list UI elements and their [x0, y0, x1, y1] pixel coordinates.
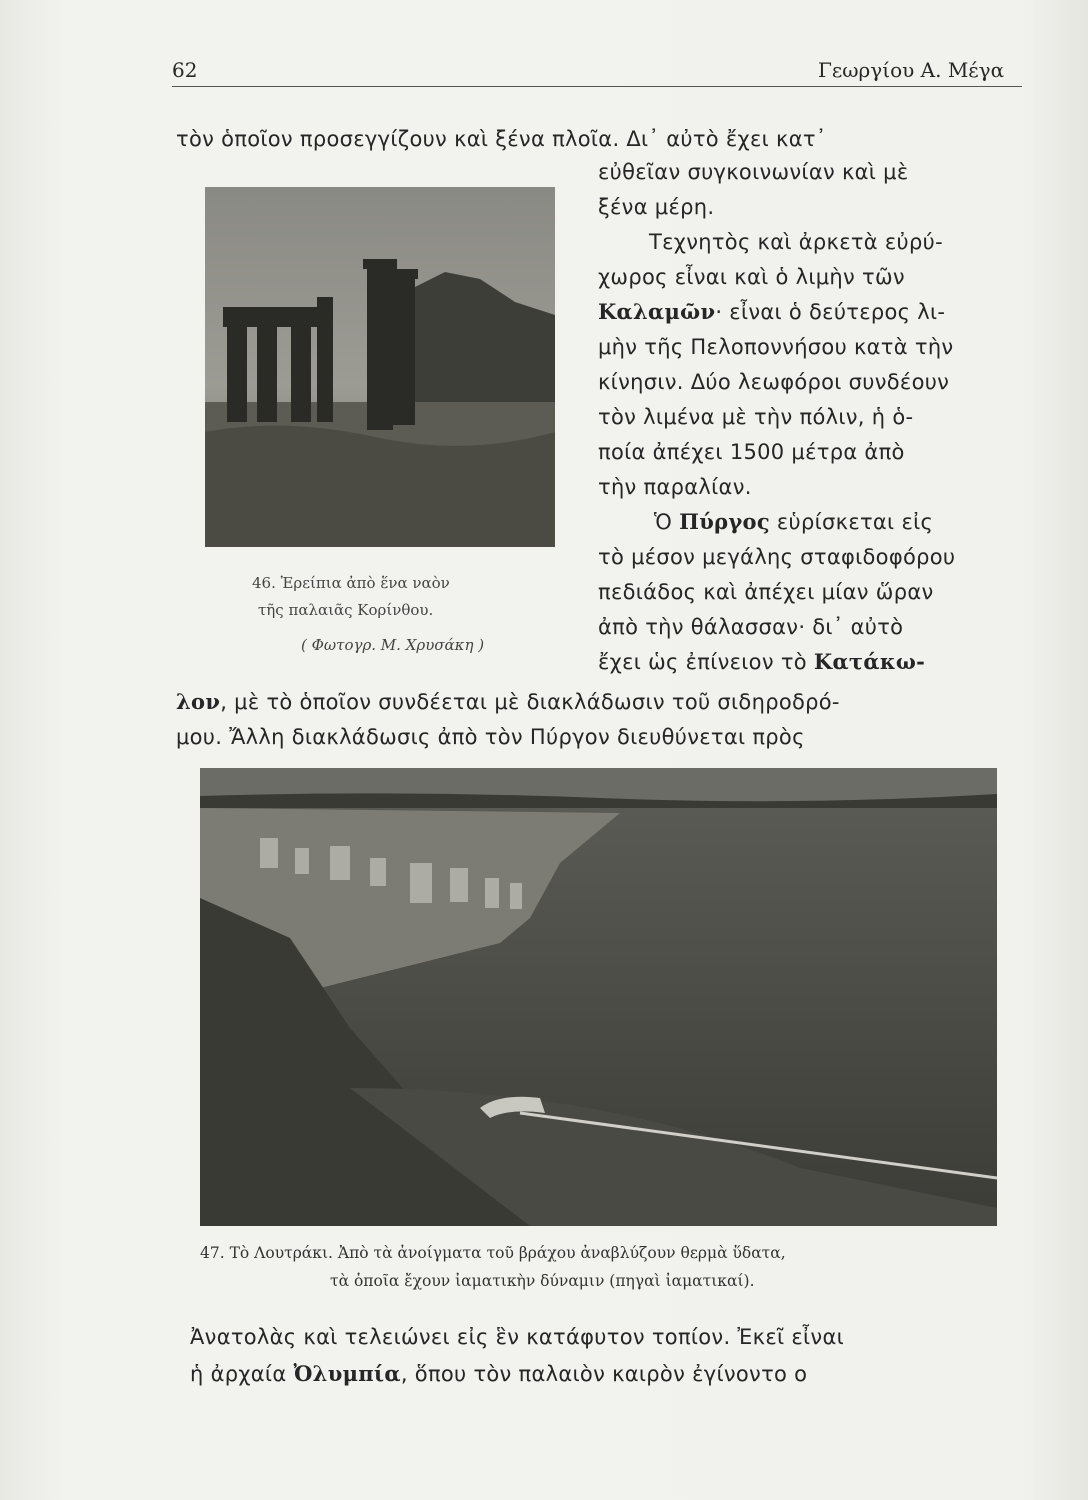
text-line: τὸ μέσον μεγάλης σταφιδοφόρου	[598, 545, 956, 569]
text-line: ἔχει ὡς ἐπίνειον τὸ Κατάκω-	[598, 649, 926, 674]
text-line: τὴν παραλίαν.	[598, 475, 752, 499]
running-header-author: Γεωργίου Α. Μέγα	[818, 58, 1005, 82]
text-line: ξένα μέρη.	[598, 195, 715, 219]
text-line: ἀπὸ τὴν θάλασσαν· δι᾽ αὐτὸ	[598, 615, 904, 639]
text-line: ἡ ἀρχαία Ὀλυμπία, ὅπου τὸν παλαιὸν καιρὸν ἐγίνοντο ο	[190, 1361, 808, 1386]
bold-term-katakolon: Κατάκω-	[813, 649, 926, 674]
page-number: 62	[172, 58, 198, 82]
header-rule	[172, 86, 1022, 87]
figure-46-caption-line1: 46. Ἐρείπια ἀπὸ ἕνα ναὸν	[252, 574, 450, 592]
text-line: Ὁ Πύργος εὑρίσκεται εἰς	[654, 509, 934, 534]
bold-term-pyrgos: Πύργος	[679, 509, 770, 534]
figure-47-photo	[200, 768, 997, 1226]
text-line: τὸν λιμένα μὲ τὴν πόλιν, ἡ ὁ-	[598, 405, 914, 429]
text-line: Ἀνατολὰς καὶ τελειώνει εἰς ἓν κατάφυτον τοπίον. Ἐκεῖ εἶναι	[190, 1325, 844, 1349]
text-line: Τεχνητὸς καὶ ἀρκετὰ εὐρύ-	[649, 230, 943, 254]
text-line: τὸν ὁποῖον προσεγγίζουν καὶ ξένα πλοῖα. Δι᾽ αὐτὸ ἔχει κατ᾽	[176, 127, 827, 151]
text-line: ποία ἀπέχει 1500 μέτρα ἀπὸ	[598, 440, 905, 464]
figure-47-caption-line1: 47. Τὸ Λουτράκι. Ἀπὸ τὰ ἀνοίγματα τοῦ βράχου ἀναβλύζουν θερμὰ ὕδατα,	[200, 1244, 786, 1262]
text-line: Καλαμῶν· εἶναι ὁ δεύτερος λι-	[598, 299, 946, 324]
figure-46-photo-credit: ( Φωτογρ. Μ. Χρυσάκη )	[301, 636, 485, 654]
text-line: λον, μὲ τὸ ὁποῖον συνδέεται μὲ διακλάδωσιν τοῦ σιδηροδρό-	[176, 689, 840, 714]
text-line: μου. Ἄλλη διακλάδωσις ἀπὸ τὸν Πύργον διευθύνεται πρὸς	[176, 725, 805, 749]
text-line: χωρος εἶναι καὶ ὁ λιμὴν τῶν	[598, 265, 905, 289]
text-line: εὐθεῖαν συγκοινωνίαν καὶ μὲ	[598, 160, 909, 184]
figure-46-photo	[205, 187, 555, 547]
text-line: μὴν τῆς Πελοποννήσου κατὰ τὴν	[598, 335, 954, 359]
text-line: πεδιάδος καὶ ἀπέχει μίαν ὥραν	[598, 580, 934, 604]
bold-term-olympia: Ὀλυμπία	[293, 1361, 401, 1386]
figure-47-caption-line2: τὰ ὁποῖα ἔχουν ἰαματικὴν δύναμιν (πηγαὶ ἰαματικαί).	[330, 1272, 755, 1290]
text-line: κίνησιν. Δύο λεωφόροι συνδέουν	[598, 370, 950, 394]
figure-46-caption-line2: τῆς παλαιᾶς Κορίνθου.	[258, 601, 434, 619]
bold-term-kalamon: Καλαμῶν	[598, 299, 716, 324]
